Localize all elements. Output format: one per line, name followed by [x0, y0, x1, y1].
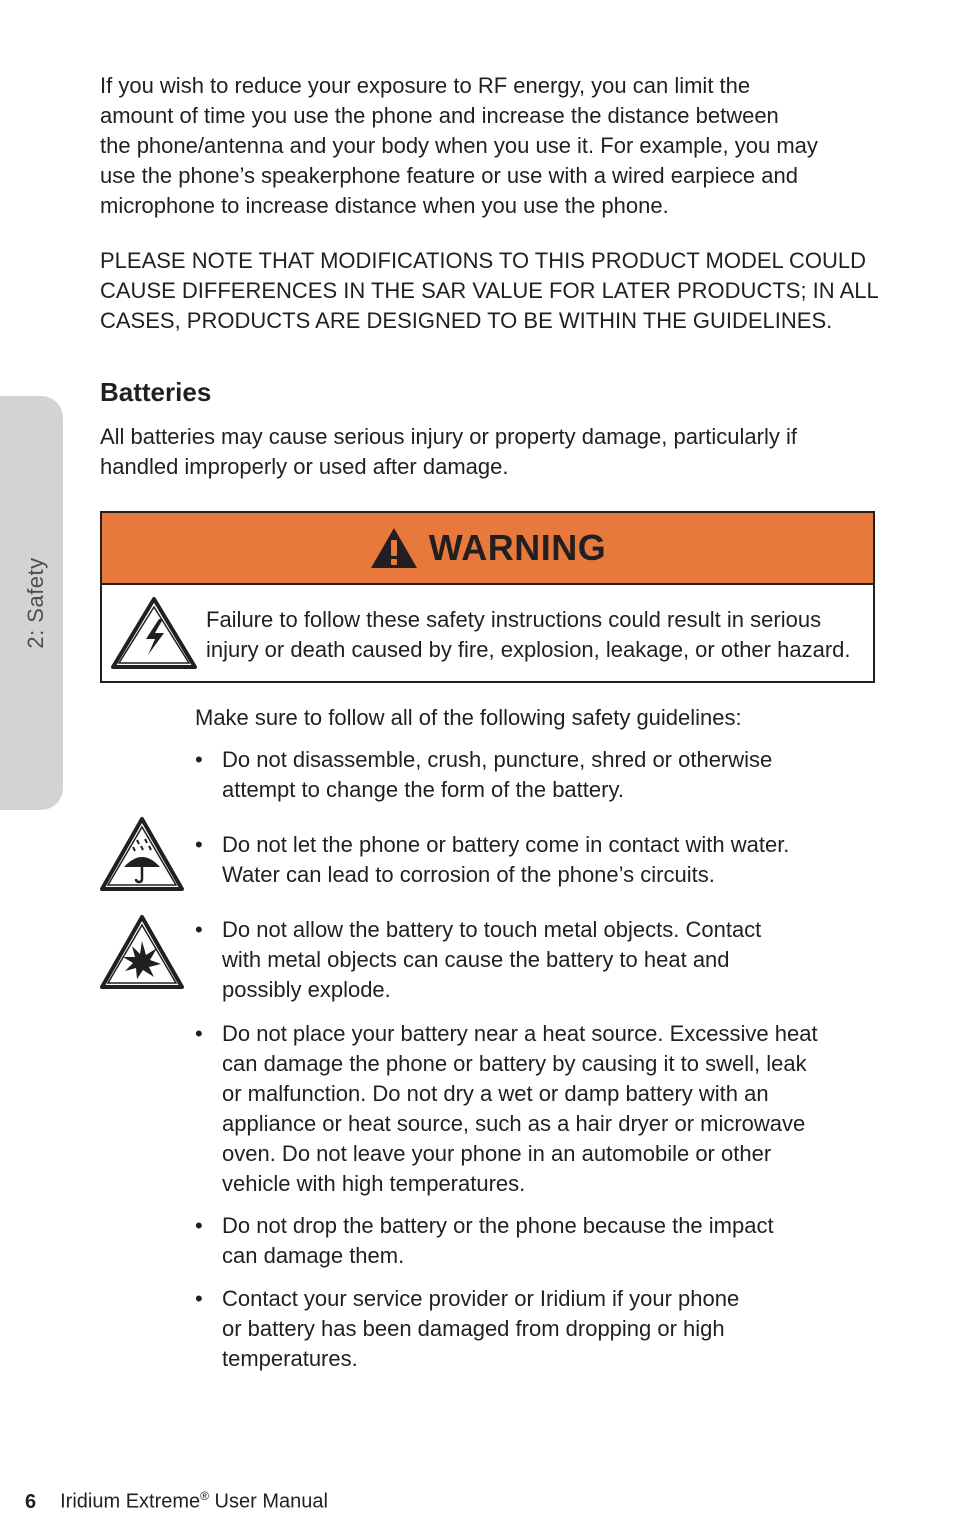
guideline-text: Do not drop the battery or the phone because the impact can damage them. [222, 1213, 774, 1268]
guideline-text: Do not place your battery near a heat source. Excessive heat can damage the phone or battery by causing it to swell, leak or malfunction. Do not dry a wet or damp battery with an appliance or heat source, such as a hair dryer or microwave oven. Do not leave your phone in an automobile or other vehicle with high temperatures. [222, 1021, 818, 1196]
warning-body [102, 585, 873, 681]
page-number: 6 [25, 1490, 37, 1513]
bullet-point: • [195, 1021, 203, 1046]
bullet-point: • [195, 917, 203, 942]
guidelines-intro: Make sure to follow all of the following safety guidelines: [195, 705, 742, 730]
warning-text: Failure to follow these safety instructions could result in serious injury or death caused by fire, explosion, leakage, or other hazard. [206, 607, 851, 662]
warning-title: WARNING [428, 527, 607, 568]
guideline-text: Do not allow the battery to touch metal objects. Contact with metal objects can cause the battery to heat and possibly explode. [222, 917, 762, 1002]
guideline-text: Do not let the phone or battery come in contact with water. Water can lead to corrosion of the phone’s circuits. [222, 832, 790, 887]
bullet-point: • [195, 1213, 203, 1238]
water-hazard-icon [99, 815, 185, 893]
warning-triangle-icon [369, 526, 419, 570]
bullet-point: • [195, 832, 203, 857]
sar-notice-paragraph: PLEASE NOTE THAT MODIFICATIONS TO THIS PRODUCT MODEL COULD CAUSE DIFFERENCES IN THE SAR VALUE FOR LATER PRODUCTS; IN ALL CASES, PRODUCTS ARE DESIGNED TO BE WITHIN THE GUIDELINES. [100, 248, 879, 333]
page-footer [25, 1483, 328, 1515]
section-side-tab-label: 2: Safety [23, 557, 48, 649]
manual-title-suffix: User Manual [209, 1490, 328, 1513]
explosion-hazard-icon [99, 913, 185, 991]
electric-shock-icon [110, 595, 198, 671]
guideline-text: Do not disassemble, crush, puncture, shred or otherwise attempt to change the form of the battery. [222, 747, 773, 802]
guideline-text: Contact your service provider or Iridium if your phone or battery has been damaged from dropping or high temperatures. [222, 1286, 740, 1371]
warning-header [102, 513, 873, 585]
manual-title: Iridium Extreme [60, 1490, 201, 1513]
registered-mark: ® [200, 1489, 209, 1503]
batteries-intro: All batteries may cause serious injury or property damage, particularly if handled improperly or used after damage. [100, 424, 797, 479]
warning-box [100, 511, 875, 683]
rf-exposure-paragraph: If you wish to reduce your exposure to RF energy, you can limit the amount of time you use the phone and increase the distance between the phone/antenna and your body when you use it. For example, you may use the phone’s speakerphone feature or use with a wired earpiece and microphone to increase distance when you use the phone. [100, 73, 818, 218]
bullet-point: • [195, 1286, 203, 1311]
bullet-point: • [195, 747, 203, 772]
batteries-heading: Batteries [100, 377, 212, 407]
